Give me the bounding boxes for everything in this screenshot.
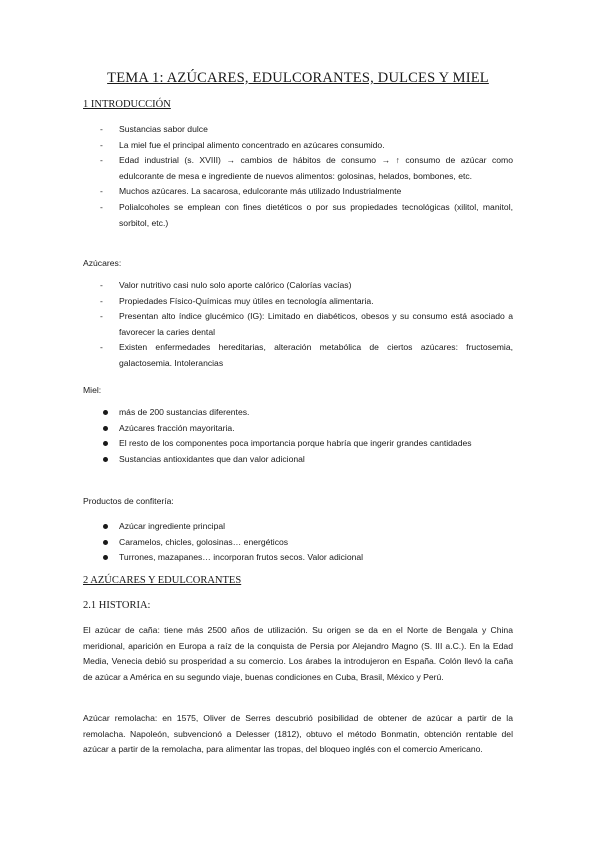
list-item: - Sustancias sabor dulce [100, 124, 208, 134]
list-item: - Presentan alto índice glucémico (IG): Limitado en diabéticos, obesos y su consumo está asociado a favorecer la caries dental [100, 311, 513, 337]
bullet-icon [103, 540, 108, 545]
subsection-heading-historia: 2.1 HISTORIA: [83, 600, 151, 611]
list-item: - Valor nutritivo casi nulo solo aporte calórico (Calorías vacías) [100, 280, 352, 290]
list-item: Azúcares fracción mayoritaria. [0, 421, 596, 437]
bullet-icon [103, 457, 108, 462]
section-heading-azucares: 2 AZÚCARES Y EDULCORANTES [83, 575, 242, 586]
confiteria-list [0, 519, 596, 566]
miel-label: Miel: [83, 385, 102, 395]
bullet-icon [103, 426, 108, 431]
list-item: - Edad industrial (s. XVIII) → cambios de hábitos de consumo → ↑ consumo de azúcar como edulcorante de mesa e ingrediente de nuevos alimentos: golosinas, helados, bombones, etc. [100, 155, 513, 181]
confiteria-label: Productos de confitería: [83, 496, 174, 506]
list-item: - La miel fue el principal alimento concentrado en azúcares consumido. [100, 139, 385, 150]
list-item: más de 200 sustancias diferentes. [0, 405, 596, 421]
page-title: TEMA 1: AZÚCARES, EDULCORANTES, DULCES Y MIEL [107, 70, 489, 86]
azucares-label: Azúcares: [83, 258, 122, 268]
bullet-icon [103, 410, 108, 415]
bullet-icon [103, 441, 108, 446]
historia-paragraph-cana: El azúcar de caña: tiene más 2500 años de utilización. Su origen se da en el Norte de Bengala y China meridional, aparición en Europa a raíz de la conquista de Persia por Alejandro Magno (S. III a.C.). En la Edad Media, Venecia debió su prosperidad a su comercio. Los árabes la introdujeron en España. Colón llevó la caña de azúcar a América en su segundo viaje, buenas condiciones en Cuba, Brasil, México y Perú. [83, 625, 513, 682]
list-item: - Muchos azúcares. La sacarosa, edulcorante más utilizado Industrialmente [100, 186, 402, 197]
bullet-icon [103, 555, 108, 560]
list-item: - Polialcoholes se emplean con fines dietéticos o por sus propiedades tecnológicas (xilitol, manitol, sorbitol, etc.) [100, 201, 513, 228]
intro-list [0, 122, 596, 231]
list-item: Turrones, mazapanes… incorporan frutos secos. Valor adicional [0, 550, 596, 566]
miel-list [0, 405, 596, 467]
list-item: - Existen enfermedades hereditarias, alteración metabólica de ciertos azúcares: fructosemia, galactosemia. Intolerancias [100, 342, 513, 368]
section-heading-introduccion: 1 INTRODUCCIÓN [83, 99, 171, 110]
list-item: - Propiedades Físico-Químicas muy útiles en tecnología alimentaria. [100, 295, 374, 306]
azucares-list [0, 278, 596, 372]
list-item: El resto de los componentes poca importancia porque habría que ingerir grandes cantidades [0, 436, 596, 452]
list-item: Caramelos, chicles, golosinas… energéticos [0, 535, 596, 551]
list-item: Sustancias antioxidantes que dan valor adicional [0, 452, 596, 468]
historia-paragraph-remolacha: Azúcar remolacha: en 1575, Oliver de Serres descubrió posibilidad de obtener de azúcar a partir de la remolacha. Napoleón, subvencionó a Delesser (1812), obtuvo el método Bonmatin, obtención rentable del azúcar a partir de la remolacha, para alimentar las tropas, del bloqueo inglés con el comercio Americano. [83, 713, 513, 755]
bullet-icon [103, 524, 108, 529]
list-item: Azúcar ingrediente principal [0, 519, 596, 535]
